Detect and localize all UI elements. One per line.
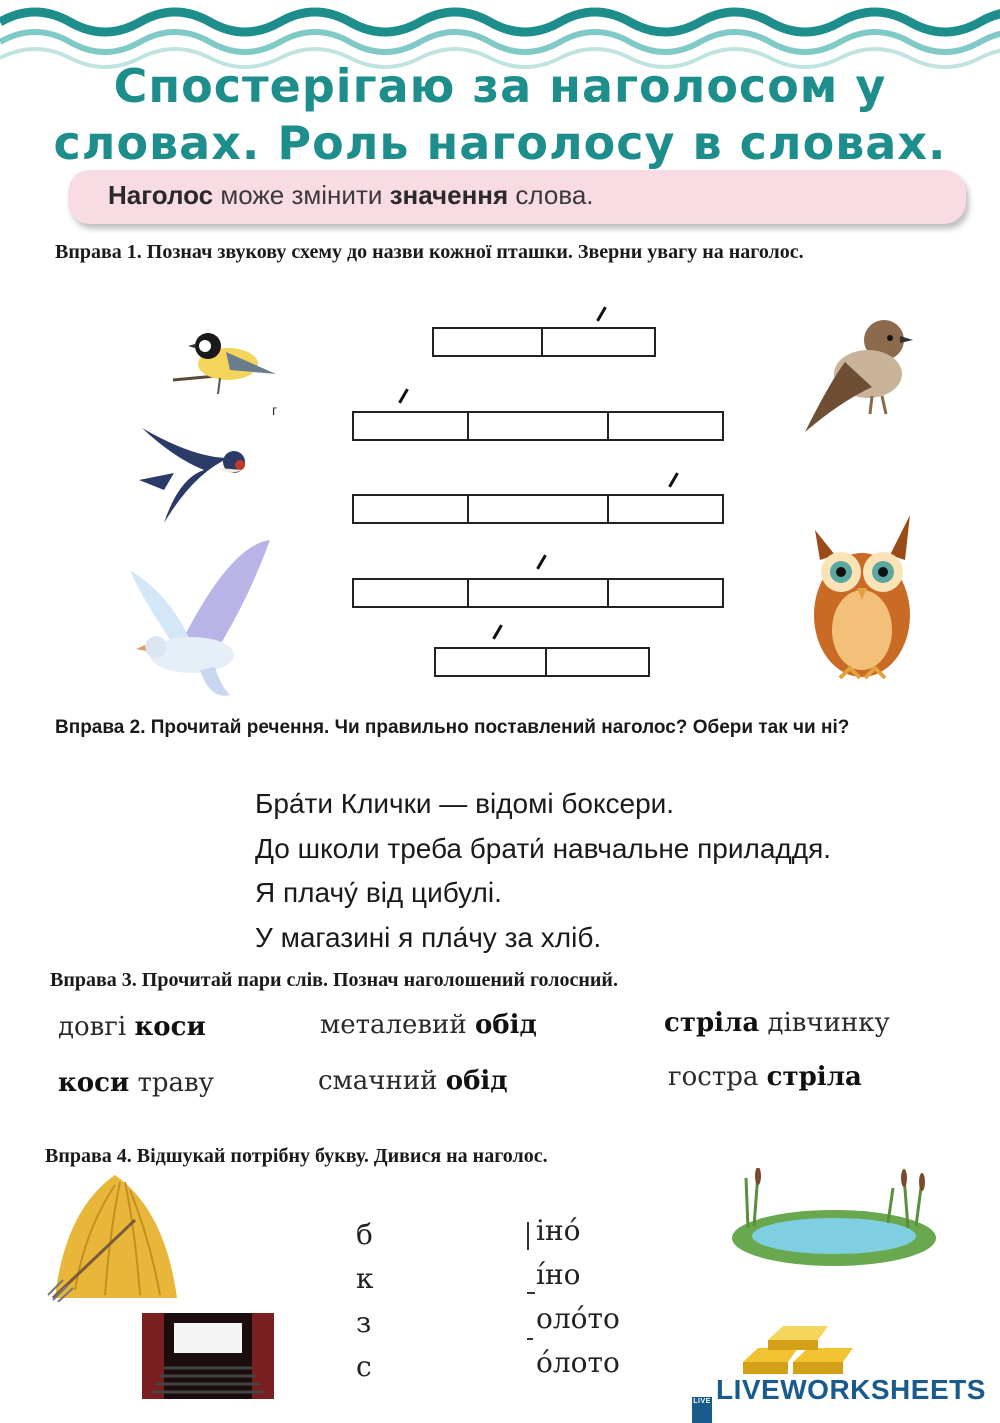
word-plain: довгі xyxy=(58,1012,135,1042)
word-bold[interactable]: стріла xyxy=(664,1008,760,1038)
blank-line xyxy=(527,1292,535,1294)
scheme-cell[interactable] xyxy=(469,496,609,522)
logo-badge: LIVE xyxy=(692,1397,712,1423)
word-plain: дівчинку xyxy=(759,1008,890,1038)
word-plain: гостра xyxy=(668,1062,767,1092)
cinema-icon[interactable] xyxy=(142,1313,274,1399)
stress-mark xyxy=(536,554,547,569)
haystack-icon[interactable] xyxy=(45,1170,185,1302)
scheme-cell[interactable] xyxy=(469,413,609,439)
scheme-cell[interactable] xyxy=(434,329,543,355)
letter-option[interactable]: с xyxy=(356,1350,372,1383)
scheme-cell[interactable] xyxy=(354,580,469,606)
scheme-cell[interactable] xyxy=(436,649,547,675)
stress-mark xyxy=(398,388,409,403)
sentence-3[interactable]: Я плачу́ від цибулі. xyxy=(255,877,502,908)
sound-scheme-2[interactable] xyxy=(352,411,724,441)
word-bold[interactable]: обід xyxy=(474,1010,537,1040)
word-pair-5[interactable] xyxy=(318,1066,508,1096)
word-part[interactable]: оло́то xyxy=(536,1302,620,1335)
gold-bars-icon[interactable] xyxy=(738,1312,862,1376)
exercise3-task: Вправа 3. Прочитай пари слів. Познач наголошений голосний. xyxy=(50,969,618,991)
scheme-cell[interactable] xyxy=(609,496,722,522)
tit-icon[interactable] xyxy=(168,322,283,402)
stress-mark xyxy=(492,624,503,639)
scheme-cell[interactable] xyxy=(609,413,722,439)
scheme-cell[interactable] xyxy=(354,496,469,522)
stress-mark xyxy=(596,306,607,321)
blank-line xyxy=(527,1338,533,1340)
word-pair-3[interactable] xyxy=(664,1008,890,1038)
pond-icon[interactable] xyxy=(728,1168,940,1268)
word-bold[interactable]: коси xyxy=(58,1068,130,1098)
stray-mark: г xyxy=(272,402,278,418)
sentence-4[interactable]: У магазині я пла́чу за хліб. xyxy=(255,921,602,953)
scheme-cell[interactable] xyxy=(469,580,609,606)
rule-box xyxy=(68,170,966,224)
scheme-cell[interactable] xyxy=(547,649,648,675)
swallow-icon[interactable] xyxy=(134,418,254,528)
scheme-cell[interactable] xyxy=(543,329,654,355)
letter-column xyxy=(356,1218,374,1394)
word-plain: металевий xyxy=(320,1010,475,1040)
sentence-2[interactable]: До школи треба брати́ навчальне приладдя. xyxy=(255,832,832,864)
rule-word-stress: Наголос xyxy=(108,180,214,210)
word-pair-1[interactable] xyxy=(58,1012,206,1042)
exercise4-task: Вправа 4. Відшукай потрібну букву. Дивися на наголос. xyxy=(45,1145,548,1167)
page-title xyxy=(0,58,1000,172)
word-part[interactable]: о́лото xyxy=(536,1346,620,1379)
exercise2-task: Вправа 2. Прочитай речення. Чи правильно поставлений наголос? Обери так чи ні? xyxy=(55,717,850,738)
word-bold[interactable]: коси xyxy=(134,1012,206,1042)
sound-scheme-3[interactable] xyxy=(352,494,724,524)
dove-icon[interactable] xyxy=(120,535,280,705)
word-pair-6[interactable] xyxy=(668,1062,862,1092)
rule-middle: може змінити xyxy=(213,180,390,210)
logo-text: LIVEWORKSHEETS xyxy=(716,1374,986,1405)
rule-end: слова. xyxy=(508,180,594,210)
word-parts-column xyxy=(536,1214,620,1390)
word-part[interactable]: і́но xyxy=(536,1258,581,1291)
blank-line xyxy=(527,1222,529,1250)
title-line-2: словах. Роль наголосу в словах. xyxy=(53,116,947,170)
owl-icon[interactable] xyxy=(805,510,920,685)
exercise1-task: Вправа 1. Познач звукову схему до назви кожної пташки. Зверни увагу на наголос. xyxy=(55,241,804,263)
sound-scheme-1[interactable] xyxy=(432,327,656,357)
rule-text xyxy=(108,180,594,211)
letter-option[interactable]: к xyxy=(356,1262,374,1295)
letter-option[interactable]: з xyxy=(356,1306,372,1339)
word-bold[interactable]: обід xyxy=(445,1066,508,1096)
sound-scheme-4[interactable] xyxy=(352,578,724,608)
title-line-1: Спостерігаю за наголосом у xyxy=(113,59,887,113)
word-pair-4[interactable] xyxy=(58,1068,214,1098)
sparrow-icon[interactable] xyxy=(800,312,915,437)
word-part[interactable]: іно́ xyxy=(536,1214,581,1247)
word-pair-2[interactable] xyxy=(320,1010,537,1040)
stress-mark xyxy=(668,472,679,487)
sentences-list xyxy=(255,782,831,960)
word-plain: траву xyxy=(129,1068,214,1098)
scheme-cell[interactable] xyxy=(354,413,469,439)
rule-word-meaning: значення xyxy=(389,180,509,210)
sentence-1[interactable]: Бра́ти Клички — відомі боксери. xyxy=(255,788,675,819)
scheme-cell[interactable] xyxy=(609,580,722,606)
word-plain: смачний xyxy=(318,1066,446,1096)
sound-scheme-5[interactable] xyxy=(434,647,650,677)
letter-option[interactable]: б xyxy=(356,1218,373,1251)
word-bold[interactable]: стріла xyxy=(766,1062,862,1092)
liveworksheets-logo[interactable] xyxy=(692,1374,986,1423)
